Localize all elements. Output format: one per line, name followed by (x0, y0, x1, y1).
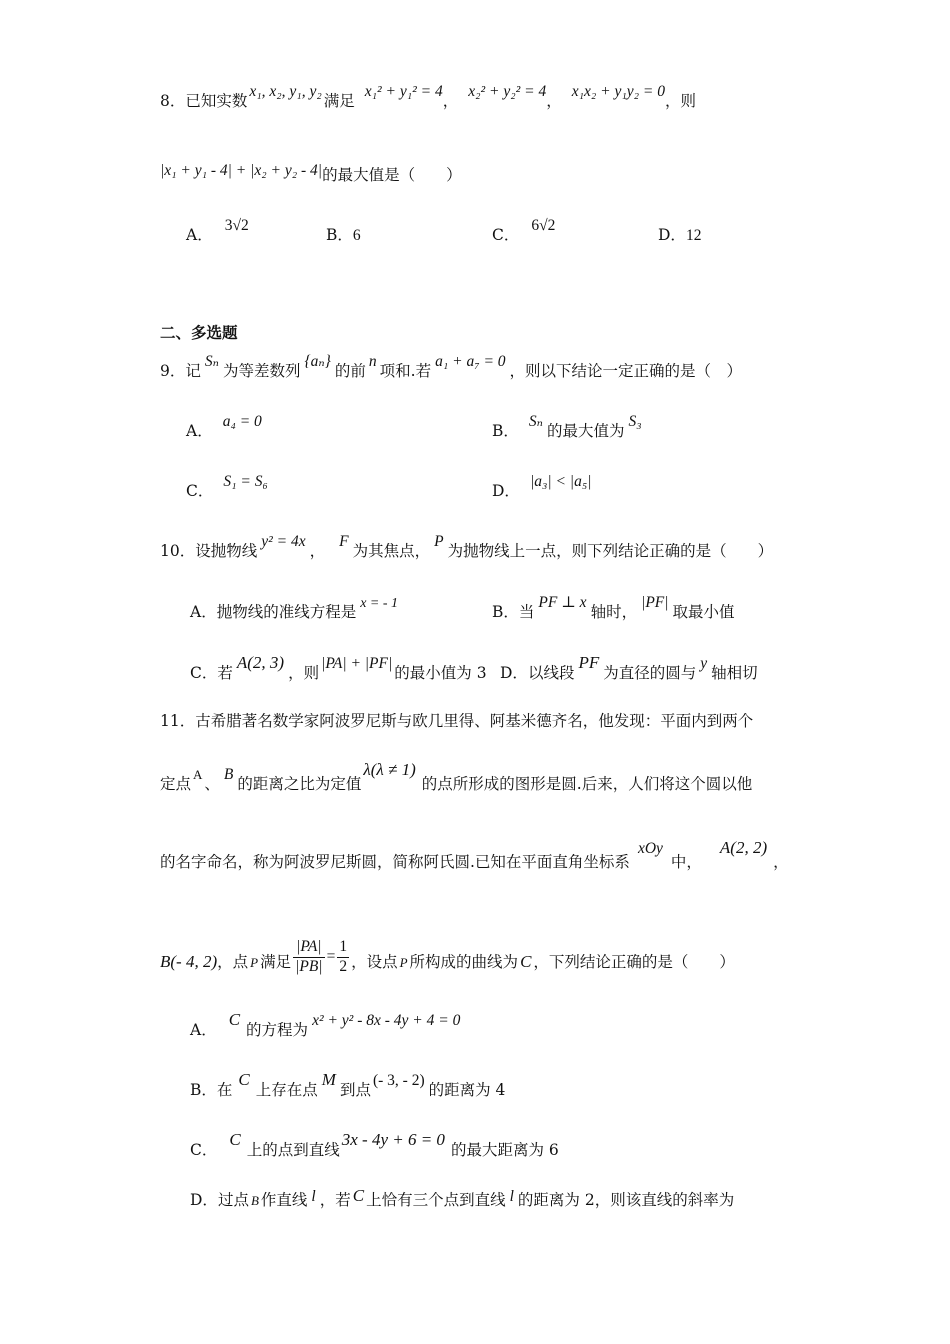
q8-number: 8． (160, 92, 186, 110)
q8-line2 (160, 162, 462, 186)
q9-option-d[interactable] (492, 473, 592, 502)
q11-text: 的名字命名，称为阿波罗尼斯圆，简称阿氏圆.已知在平面直角坐标系 (160, 853, 630, 871)
option-text: 作直线 (260, 1191, 308, 1209)
option-value: 6√2 (531, 217, 556, 234)
q8-line1 (160, 83, 697, 112)
q8-text: 满足 (323, 92, 355, 110)
q10-option-d[interactable] (500, 653, 758, 684)
section-title: 二、多选题 (160, 323, 238, 342)
option-text: 轴相切 (711, 664, 758, 682)
option-text: 上存在点 (255, 1081, 318, 1099)
option-math: C (352, 1186, 365, 1205)
q9-math: {aₙ} (304, 353, 331, 370)
option-math: C (229, 1130, 241, 1149)
q9-math: a₁ + a₇ = 0 (435, 353, 506, 370)
option-math: S₁ = S₆ (223, 473, 268, 490)
option-label: A． (190, 1021, 217, 1039)
option-math: C (228, 1010, 241, 1029)
q11-line1 (160, 712, 753, 731)
q11-half (337, 938, 349, 976)
option-label: B． (492, 422, 519, 440)
option-value: 12 (685, 227, 702, 244)
q11-line2 (160, 760, 753, 795)
option-math: 3x - 4y + 6 = 0 (341, 1130, 445, 1149)
option-text: 若 (217, 664, 233, 682)
fraction-denominator: 2 (339, 957, 348, 975)
option-text: ，则 (288, 664, 320, 682)
option-text: 为直径的圆与 (603, 664, 697, 682)
option-label: D． (190, 1191, 218, 1209)
q11-math: A(2, 2) (719, 838, 768, 857)
q10-text: 设抛物线 (195, 542, 258, 560)
q11-option-b[interactable] (190, 1070, 506, 1101)
q11-text: 的距离之比为定值 (237, 775, 362, 793)
option-math: B (250, 1193, 259, 1208)
q11-option-d[interactable] (190, 1186, 735, 1211)
option-text: 的距离为 2，则该直线的斜率为 (517, 1191, 735, 1209)
option-value: 3√2 (224, 217, 249, 234)
q10-text: 为其焦点， (352, 542, 431, 560)
option-label: B． (326, 226, 353, 244)
q8-eq3: x₁x₂ + y₁y₂ = 0 (571, 83, 666, 100)
q11-text: 古希腊著名数学家阿波罗尼斯与欧几里得、阿基米德齐名，他发现：平面内到两个 (195, 712, 754, 730)
q9-text: 记 (185, 362, 201, 380)
q9-text: 的前 (334, 362, 366, 380)
option-label: C． (190, 1141, 218, 1159)
option-text: 的方程为 (246, 1021, 309, 1039)
q8-sep: ， (546, 92, 562, 110)
q10-option-a[interactable] (190, 596, 399, 623)
q11-math: = (326, 948, 336, 966)
q11-text: 中， (670, 853, 702, 871)
fraction-denominator: |PB| (295, 957, 323, 975)
option-math: x = - 1 (360, 596, 399, 611)
option-label: D． (658, 226, 686, 244)
option-math: x² + y² - 8x - 4y + 4 = 0 (312, 1012, 461, 1029)
q9-option-b[interactable] (492, 413, 642, 442)
q9-math: Sₙ (204, 353, 219, 370)
q11-fraction (293, 938, 324, 976)
option-math: l (509, 1188, 514, 1205)
option-math: l (311, 1188, 316, 1205)
q10-math: y² = 4x (261, 533, 306, 550)
q8-option-c[interactable] (492, 217, 556, 246)
q11-math: B (223, 766, 234, 783)
option-label: A． (186, 226, 213, 244)
q11-text: 的点所形成的图形是圆.后来，人们将这个圆以他 (421, 775, 753, 793)
option-text: 的最大值为 (546, 422, 625, 440)
option-text: 的距离为 4 (428, 1081, 506, 1099)
option-math: a₄ = 0 (222, 413, 262, 430)
q8-text: 的最大值是（ ） (322, 166, 462, 184)
q9-text: ，则以下结论一定正确的是（ ） (509, 362, 743, 380)
q8-option-a[interactable] (186, 217, 249, 246)
q11-math: C (520, 952, 532, 972)
q8-expression: |x₁ + y₁ - 4| + |x₂ + y₂ - 4| (160, 162, 323, 179)
q9-option-c[interactable] (186, 473, 268, 502)
q10-math: F (339, 533, 349, 550)
q8-sep: ， (442, 92, 459, 110)
option-math: |PF| (641, 594, 669, 611)
q11-math: xOy (637, 840, 663, 857)
option-value: 6 (352, 227, 361, 244)
q10-number: 10． (160, 542, 196, 560)
q11-math: P (399, 955, 408, 971)
q11-text: 所构成的曲线为 (409, 953, 519, 972)
option-math: S₃ (628, 413, 642, 430)
q11-line3 (160, 838, 789, 873)
q11-math: P (250, 955, 259, 971)
option-math: |PA| + |PF| (321, 655, 393, 672)
option-text: 当 (518, 603, 535, 621)
option-text: 轴时， (590, 603, 638, 621)
option-label: D． (492, 482, 520, 500)
q10-option-b[interactable] (492, 594, 735, 623)
q10-text: ， (309, 542, 326, 560)
option-math: M (321, 1070, 336, 1089)
q10-math: P (434, 533, 444, 550)
fraction-numerator: |PA| (293, 938, 324, 958)
q8-option-b[interactable] (326, 226, 361, 246)
option-label: A． (186, 422, 213, 440)
option-text: 上的点到直线 (246, 1141, 340, 1159)
option-math: (- 3, - 2) (372, 1072, 425, 1089)
option-label: C． (190, 664, 218, 682)
option-label: A． (190, 603, 217, 621)
option-math: Sₙ (528, 413, 543, 430)
option-label: B． (190, 1081, 217, 1099)
option-text: 以线段 (527, 664, 575, 682)
option-text: 取最小值 (672, 603, 735, 621)
option-math: y (700, 655, 708, 672)
option-math: |a₃| < |a₅| (529, 473, 592, 490)
q9-number: 9． (160, 362, 186, 380)
q11-line4 (160, 938, 735, 982)
option-label: C． (492, 226, 520, 244)
q11-text: ，设点 (351, 953, 398, 972)
q8-eq2: x₂² + y₂² = 4 (468, 83, 547, 100)
option-text: 上恰有三个点到直线 (366, 1191, 506, 1209)
option-math: PF (578, 653, 600, 672)
q8-vars: x₁, x₂, y₁, y₂ (249, 83, 322, 100)
q9-stem (160, 353, 743, 382)
option-label: C． (186, 482, 214, 500)
q11-text: ， (773, 853, 789, 871)
q10-text: 为抛物线上一点，则下列结论正确的是（ ） (447, 542, 774, 560)
fraction-numerator: 1 (337, 938, 349, 958)
q9-option-a[interactable] (186, 413, 262, 442)
q10-stem (160, 533, 774, 562)
option-text: 过点 (217, 1191, 249, 1209)
q11-text: ，下列结论正确的是（ ） (533, 953, 735, 972)
option-math: C (238, 1070, 250, 1089)
option-text: 的最大距离为 6 (450, 1141, 559, 1159)
q8-text: ，则 (665, 92, 697, 110)
q11-math: A (193, 767, 203, 782)
q11-text: 、 (204, 775, 220, 793)
option-math: A(2, 3) (236, 653, 285, 672)
option-label: B． (492, 603, 519, 621)
option-text: 的最小值为 3 (394, 664, 487, 682)
option-text: 到点 (339, 1081, 371, 1099)
q8-option-d[interactable] (658, 226, 701, 246)
q11-option-a[interactable] (190, 1010, 461, 1041)
q9-math: n (368, 353, 377, 370)
option-text: ，若 (319, 1191, 351, 1209)
q11-text: ，点 (217, 953, 249, 972)
q11-math: B(- 4, 2) (160, 952, 218, 972)
option-label: D． (500, 664, 528, 682)
q10-option-c[interactable] (190, 653, 487, 684)
q11-text: 定点 (160, 775, 192, 793)
q9-text: 项和.若 (379, 362, 432, 380)
q11-text: 满足 (260, 953, 292, 972)
option-math: PF ⊥ x (538, 594, 587, 611)
option-text: 抛物线的准线方程是 (216, 603, 357, 621)
q11-option-c[interactable] (190, 1130, 559, 1160)
q11-number: 11． (160, 712, 196, 730)
q8-text: 已知实数 (185, 92, 248, 110)
option-text: 在 (216, 1081, 233, 1099)
q8-eq1: x₁² + y₁² = 4 (364, 83, 443, 100)
q9-text: 为等差数列 (222, 362, 301, 380)
q11-math: λ(λ ≠ 1) (363, 760, 416, 779)
